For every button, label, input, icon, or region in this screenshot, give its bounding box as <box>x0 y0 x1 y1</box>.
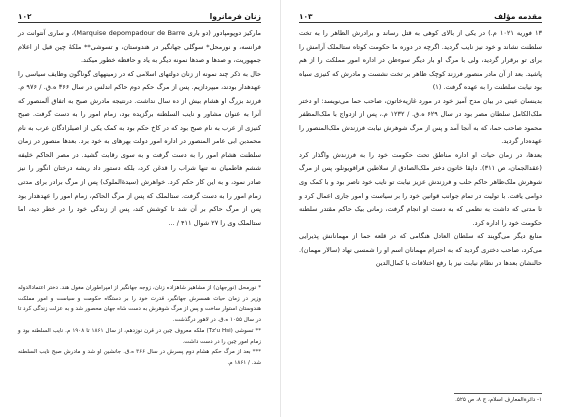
right-paragraph-2: بدینسان عینی در بیان مدح آمیز خود در مورد غازیه‌خاتون، صاحب حما می‌نویسد: او دختر ملک‌الکامل سلطان مصر بود در سال ۶۲۹ ه.ق. / ۱۲۳۲ م.، پس از ازدواج با ملک‌المظفر محمود صاحب حما، که به آنجا آمد و پس از مرگ شوهرش نیابت فرزندش ملک‌المنصور را عهده‌دار گردید. <box>299 96 543 146</box>
left-paragraph-2: حال به ذکر چند نمونه از زنان دولتهای اسلامی که در زمینههای گوناگون وظایف سیاسی را عهدهدار بودند، میپردازیم. پس از مرگ حکم دوم حاکم اندلس در سال ۳۶۶ ه.ق. / ۹۷۶ م. فرزند بزرگ او هشام بیش از ده سال نداشت. درنتیجه مادرش صبح به اتفاق آلمنصور که آنرا به عنوان مشاور و نایب السلطنه برگزیده بود، زمام امور را به دست گرفت. صبح کنیزی از عرب به نام صبح بود که در کاخ حکم بود به کمک یکی از اصیلزادگان عرب به نام محمدبن ابی عامر المنصور در اداره امور دولت بهرهای به خود برد. بعدها منصور در زمان سلطنت هشام امور را به دست گرفت و به سوی رقابت گشید. در مصر الحاکم خلیفه ششم فاطمیان نه تنها شراب را قدغن کرد، بلکه دستور داد ریشه درختان انگور را نیز صادر نمود، و به این کار حکم کرد. خواهرش (سیدةالملوک) پس از مرگ برادر برای مدتی زمام امور را به دست گرفت. ستالملک که پس از مرگ الحاکم، زمام امور را عهدهدار بود پس از مرگ حاکم بر آن شد تا کوشش کند، پس از زندگی خود را در خطر دید، اما ستالملک وی را ۲۷ شوال ۴۱۱ / ... <box>18 69 262 227</box>
left-header-title: زنان فرمانروا <box>209 12 261 21</box>
right-running-head <box>299 7 542 21</box>
left-header-rule <box>18 22 261 23</box>
left-footnotes <box>18 283 261 369</box>
right-footnotes <box>299 395 542 406</box>
right-paragraph-3: بعدها، در زمان حیات او اداره مناطق تحت حکومت خود را به فرزندش واگذار کرد (عقدالجمان، ص ۳۱۱). داپقا خاتون دختر ملک‌الصادق از سلاطین قراقویونلو، پس از مرگ شوهرش ملک‌ظاهر حاکم حلب و فرزندش عزیز نیابت تو نایب خود ناصر بود و با کمک وی دوامی یافت. با تولیت در تمام جوانب قوانین خود را بر سیاست و امور جاری اعمال کرد و تا مدتی که داشت به نظمی که به دست او انجام گرفت، زمانی بیک حاکم مقتدر سلطنه حکومت خود را اداره کرد. <box>299 150 542 227</box>
left-running-head <box>18 7 261 21</box>
right-header-rule <box>299 22 542 23</box>
left-body-text <box>18 27 261 230</box>
left-footnote-3: *** بعد از مرگ حکم هشام دوم پسرش در سال ۳۶۶ ه.ق. جانشین او شد و مادرش صبح نایب السلطنه شد. / ۱۸۶۱ م. <box>18 349 262 366</box>
left-page-number: ۱۰۲ <box>18 12 32 21</box>
right-page-number: ۱۰۳ <box>299 12 313 21</box>
right-footnote-1: ۱- دائرةالمعارف اسلام، ج ۸، ص ۵۲۵. <box>455 397 542 403</box>
right-footnote-separator <box>454 393 542 394</box>
right-page <box>281 0 562 417</box>
left-footnote-2: ** تسوشی (Tz'u Hsi) ملکه معروف چین در قرن نوزدهم، از سال ۱۸۶۱ تا ۱۹۰۸ م. نایب السلطنه بود و زمام امور چین را در دست داشت. <box>18 327 262 345</box>
right-paragraph-4: منابع دیگر می‌گویند که سلطان العادل هنگامی که در قلعه حما از مهمانانش پذیرایی می‌کرد، صاحب دختری گردید که به احترام مهمانان اسم او را شمسی نهاد (سالار مهمان). حالنشان بعدها در نظام نیابت نیز با رفع اختلافات با کمال‌الدین <box>299 232 542 268</box>
right-body-text <box>299 27 542 271</box>
right-header-title: مقدمه مؤلف <box>494 12 542 21</box>
left-footnote-separator <box>173 280 261 281</box>
left-paragraph-1: مارکیز دوپومپادور (دو باری Marquise depompadour de Barre)، و ساری آنتوانت در فرانسه، و نورمحل* سوگلی جهانگیر در هندوستان، و تسوشی** ملکهٔ چین قبل از اعلام جمهوریت، و صدها و صدها نمونه دیگر به یاد و حافظه خطور میکند. <box>18 29 261 65</box>
left-footnote-1: * نورمحل (نورجهان) از مشاهیر شاهزاده زنان، زوجه جهانگیر از امپراطوران مغول هند. دختر اعتمادالدوله وزیر در زمان حیات همسرش جهانگیر، قدرت خود را بر دستگاه حکومت و سیاست و امور مملکت هندوستان استوار ساخت و پس از مرگ شوهرش به دست شاه جهان محصور شد و به عزلت زندگی کرد تا در سال ۱۰۵۵ ه.ق. در لاهور درگذشت. <box>18 285 261 324</box>
right-paragraph-1: ۱۳ فوریه ۱۰۲۱ م.) در یکی از بالای کوهی به قتل رساند و برادرش الظاهر را به تخت سلطنت نشاند و خود نیز نایب گردید. اگرچه در دوره ما حکومت کوتاه ستالملک آرامش را برای تو برقرار گردید، ولی با مرگ او بار دیگر سوءظن در اداره امور مملکت را از هم پاشید. بعد از آن مادر منصور فرزند کوچک ظاهر بر تخت نشست و مادرش که کنیزی سیاه بود نیابت سلطنت را به عهده گرفت. (۱) <box>299 29 542 92</box>
